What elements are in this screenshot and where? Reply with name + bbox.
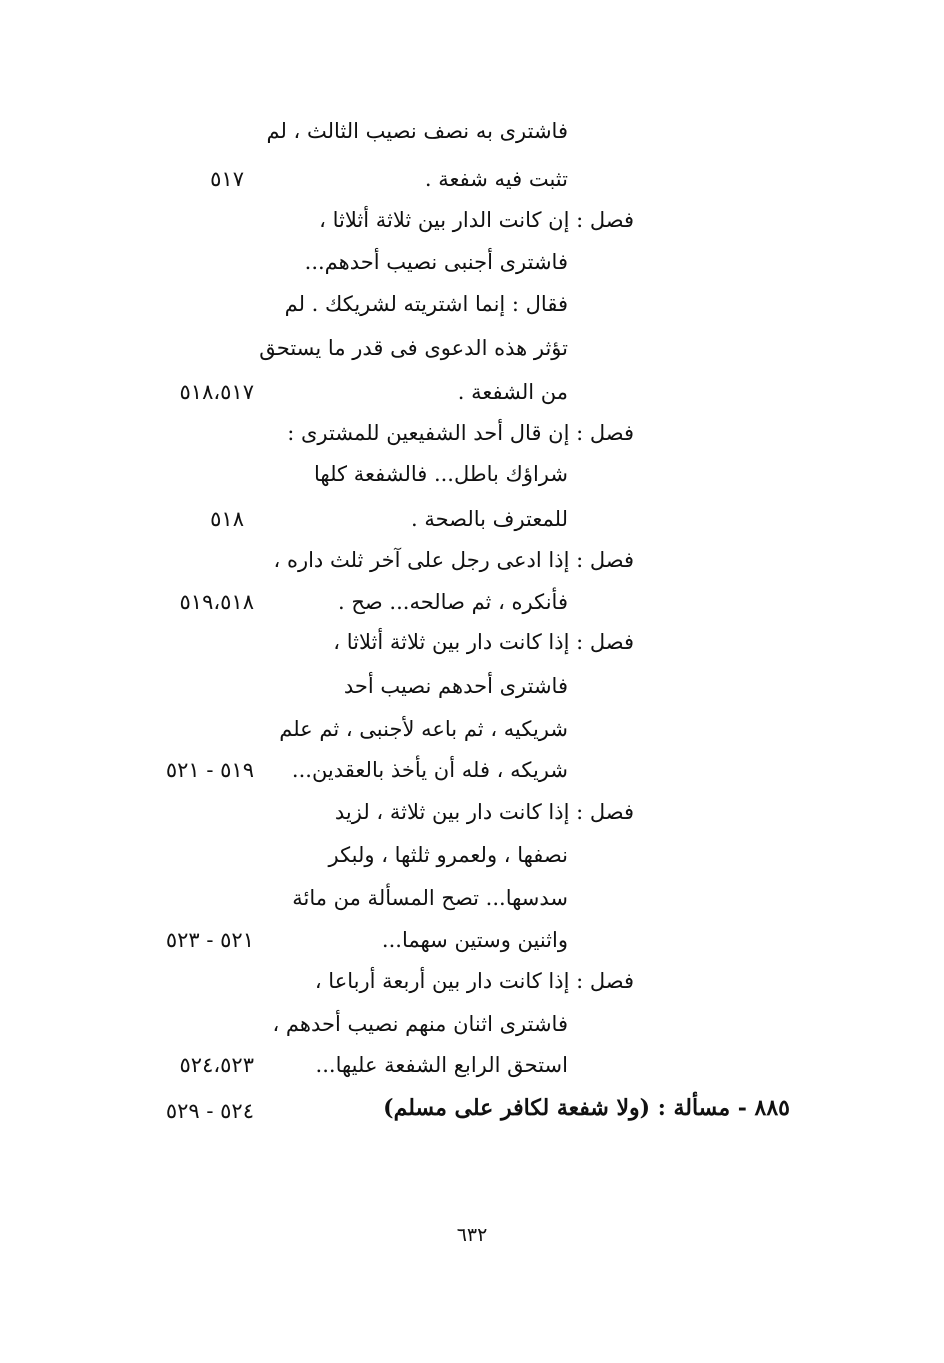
page-reference: ٥٢١ - ٥٢٣	[165, 928, 254, 952]
page-reference: ٥١٨،٥١٧	[179, 380, 254, 404]
entry-text: فصل : إذا كانت دار بين أربعة أرباعا ،	[314, 969, 634, 993]
entry-text: فقال : إنما اشتريته لشريكك . لم	[284, 292, 568, 316]
page-reference: ٥١٨	[210, 507, 244, 531]
entry-text: واثنين وستين سهما...	[381, 928, 568, 952]
entry-text: فاشترى أجنبى نصيب أحدهم...	[304, 250, 568, 274]
entry-text: سدسها... تصح المسألة من مائة	[292, 886, 568, 910]
page-reference: ٥١٧	[210, 167, 244, 191]
entry-text: فصل : إن كانت الدار بين ثلاثة أثلاثا ،	[319, 208, 634, 232]
page-reference: ٥١٩،٥١٨	[179, 590, 254, 614]
entry-text: شريكيه ، ثم باعه لأجنبى ، ثم علم	[279, 717, 568, 741]
entry-text: فأنكره ، ثم صالحه... صح .	[338, 590, 568, 614]
entry-text: فاشترى اثنان منهم نصيب أحدهم ،	[272, 1012, 568, 1036]
entry-text: من الشفعة .	[457, 380, 568, 404]
page-reference: ٥٢٤ - ٥٢٩	[165, 1099, 254, 1123]
page-reference: ٥٢٤،٥٢٣	[179, 1053, 254, 1077]
page-number: ٦٣٢	[456, 1224, 488, 1246]
entry-text: فصل : إذا ادعى رجل على آخر ثلث داره ،	[273, 548, 634, 572]
entry-text: تثبت فيه شفعة .	[424, 167, 568, 191]
entry-text: فصل : إذا كانت دار بين ثلاثة أثلاثا ،	[333, 630, 634, 654]
entry-text: فاشترى أحدهم نصيب أحد	[343, 674, 568, 698]
entry-text: فصل : إن قال أحد الشفيعين للمشترى :	[287, 421, 634, 445]
entry-text: استحق الرابع الشفعة عليها...	[315, 1053, 568, 1077]
entry-text: شريكه ، فله أن يأخذ بالعقدين...	[291, 758, 568, 782]
entry-text: نصفها ، ولعمرو ثلثها ، ولبكر	[328, 843, 568, 867]
entry-text: تؤثر هذه الدعوى فى قدر ما يستحق	[259, 336, 568, 360]
masala-heading: ٨٨٥ - مسألة : (ولا شفعة لكافر على مسلم)	[383, 1095, 790, 1121]
entry-text: للمعترف بالصحة .	[410, 507, 568, 531]
entry-text: شراؤك باطل... فالشفعة كلها	[314, 462, 568, 486]
entry-text: فصل : إذا كانت دار بين ثلاثة ، لزيد	[334, 800, 634, 824]
page-reference: ٥١٩ - ٥٢١	[165, 758, 254, 782]
entry-text: فاشترى به نصف نصيب الثالث ، لم	[266, 119, 568, 143]
